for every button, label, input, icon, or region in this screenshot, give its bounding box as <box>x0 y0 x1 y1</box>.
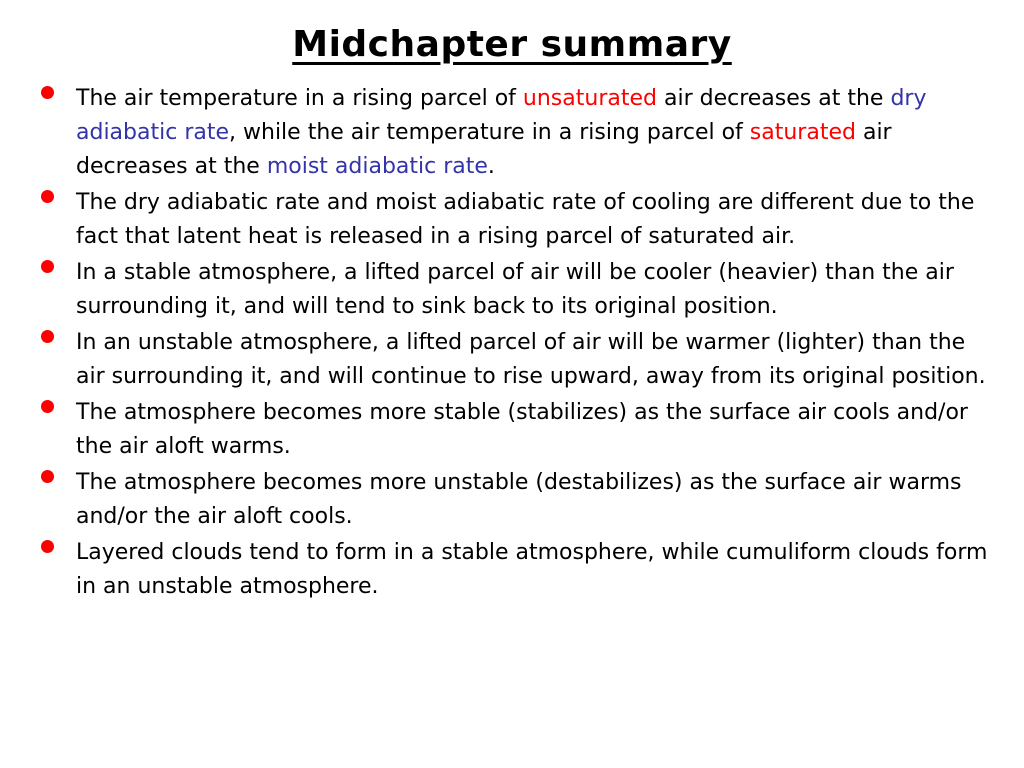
highlight-term: saturated <box>749 120 856 145</box>
bullet-list <box>36 82 996 604</box>
bullet-item <box>36 396 996 464</box>
bullet-text: . <box>487 154 495 179</box>
bullet-item <box>36 256 996 324</box>
highlight-term: moist adiabatic rate <box>266 154 488 179</box>
bullet-text: air decreases at the <box>656 86 891 111</box>
bullet-text: air decreases at the <box>76 120 892 179</box>
bullet-dot-icon <box>41 330 54 343</box>
bullet-item <box>36 186 996 254</box>
bullet-dot-icon <box>41 400 54 413</box>
bullet-item <box>36 536 996 604</box>
bullet-dot-icon <box>41 86 54 99</box>
bullet-text: The dry adiabatic rate and moist adiabatic rate of cooling are different due to the fact that latent heat is released in a rising parcel of saturated air. <box>76 190 975 249</box>
bullet-text: The atmosphere becomes more stable (stabilizes) as the surface air cools and/or the air aloft warms. <box>76 400 968 459</box>
bullet-text: Layered clouds tend to form in a stable atmosphere, while cumuliform clouds form in an unstable atmosphere. <box>76 540 988 599</box>
bullet-text: The air temperature in a rising parcel of <box>76 86 523 111</box>
bullet-dot-icon <box>41 190 54 203</box>
bullet-dot-icon <box>41 260 54 273</box>
highlight-term: unsaturated <box>522 86 657 111</box>
slide-title <box>0 24 1024 65</box>
bullet-dot-icon <box>41 540 54 553</box>
bullet-text: The atmosphere becomes more unstable (destabilizes) as the surface air warms and/or the air aloft cools. <box>76 470 962 529</box>
bullet-item <box>36 466 996 534</box>
highlight-term: dry adiabatic rate <box>76 86 927 145</box>
bullet-item <box>36 326 996 394</box>
bullet-text: In an unstable atmosphere, a lifted parcel of air will be warmer (lighter) than the air surrounding it, and will continue to rise upward, away from its original position. <box>76 330 986 389</box>
bullet-dot-icon <box>41 470 54 483</box>
bullet-item <box>36 82 996 184</box>
bullet-text: , while the air temperature in a rising parcel of <box>229 120 750 145</box>
slide-title-text: Midchapter summary <box>292 24 732 65</box>
bullet-text: In a stable atmosphere, a lifted parcel of air will be cooler (heavier) than the air surrounding it, and will tend to sink back to its original position. <box>76 260 954 319</box>
